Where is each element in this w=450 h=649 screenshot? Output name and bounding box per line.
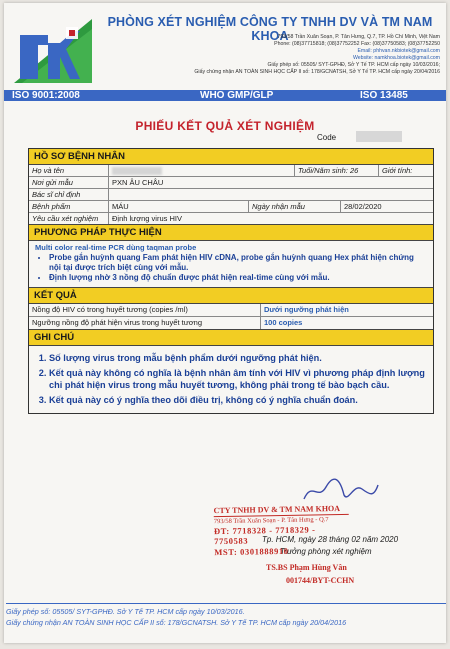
- email: Email: phhvan.nkbiotek@gmail.com: [357, 48, 440, 54]
- result-section-header: KẾT QUẢ: [29, 287, 433, 304]
- notes-section-header: GHI CHÚ: [29, 330, 433, 346]
- license-line: Giấy phép số: 05505/ SYT-GPHĐ, Sở Y Tế TP. HCM cấp ngày 10/03/2016;: [267, 62, 440, 68]
- sex-label: Giới tính:: [382, 166, 413, 175]
- stamp-tax-id: MST: 0301888910: [214, 545, 289, 558]
- patient-section-header: HỒ SƠ BỆNH NHÂN: [29, 149, 433, 165]
- biosafety-line: Giấy chứng nhận AN TOÀN SINH HỌC CẤP II số: 178/GCNATSH, Sở Y Tế TP. HCM cấp ngày 20/04/2016: [194, 69, 440, 75]
- method-list: [35, 253, 427, 283]
- name-label: Họ và tên: [29, 165, 109, 176]
- iso-13485: ISO 13485: [360, 90, 408, 101]
- result-row: [29, 304, 433, 317]
- sender-value: PXN ÂU CHÂU: [112, 178, 164, 187]
- result-row: [29, 317, 433, 330]
- result-label: Nồng độ HIV có trong huyết tương (copies /ml): [29, 304, 261, 316]
- report-title: PHIẾU KẾT QUẢ XÉT NGHIỆM: [135, 119, 315, 133]
- doctor-name: TS.BS Phạm Hùng Vân: [266, 563, 347, 572]
- method-section-header: PHƯƠNG PHÁP THỰC HIỆN: [29, 225, 433, 241]
- patient-row-name: [29, 165, 433, 177]
- code-label: Code: [317, 133, 337, 142]
- iso-9001: ISO 9001:2008: [12, 90, 80, 101]
- method-item: • Probe gắn huỳnh quang Fam phát hiện HIV cDNA, probe gắn huỳnh quang Hex phát hiện chứng nội tại được trích biệt cùng với mẫu.: [49, 253, 427, 272]
- stamp-name: CTY TNHH DV & TM NAM KHOA: [214, 504, 349, 517]
- notes-list: [35, 352, 427, 406]
- name-redacted: [112, 167, 162, 175]
- footer-biosafety: Giấy chứng nhận AN TOÀN SINH HỌC CẤP II số: 178/GCNATSH. Sở Y Tế TP. HCM cấp ngày 20/04/2016: [6, 618, 347, 627]
- request-value: Định lượng virus HIV: [112, 214, 182, 223]
- company-name: PHÒNG XÉT NGHIỆM CÔNG TY TNHH DV VÀ TM NAM KHOA: [107, 15, 433, 43]
- report-page: [4, 3, 446, 643]
- company-contacts: [164, 34, 440, 76]
- handwritten-signature: [300, 477, 380, 505]
- doctor-value: [109, 189, 433, 200]
- method-heading: Multi color real-time PCR dùng taqman probe: [35, 243, 197, 252]
- sender-label: Nơi gửi mẫu: [29, 177, 109, 188]
- received-value: 28/02/2020: [344, 202, 382, 211]
- birth-label: Tuổi/Năm sinh: 26: [295, 165, 379, 176]
- notes-body: [29, 346, 433, 413]
- received-label: Ngày nhận mẫu: [249, 201, 341, 212]
- patient-row-sender: [29, 177, 433, 189]
- specimen-value: MÁU: [109, 201, 249, 212]
- certification-bar: [4, 90, 446, 101]
- stamp-address: 793/58 Trần Xuân Soạn - P. Tân Hưng - Q.7: [213, 516, 329, 526]
- result-value: Dưới ngưỡng phát hiện: [264, 304, 349, 314]
- website: Website: namkhoa.biotek@gmail.com: [352, 55, 440, 61]
- stamp-phone: ĐT: 7718328 - 7718329 - 7750583: [213, 524, 316, 547]
- patient-row-request: [29, 213, 433, 225]
- result-value: 100 copies: [264, 317, 303, 327]
- name-value: [109, 165, 295, 176]
- letterhead: [4, 3, 446, 105]
- note-item: 1. Số lượng virus trong mẫu bệnh phẩm dưới ngưỡng phát hiện.: [49, 352, 427, 364]
- result-table: [29, 304, 433, 330]
- patient-row-doctor: [29, 189, 433, 201]
- specimen-label: Bệnh phẩm: [29, 201, 109, 212]
- result-label: Ngưỡng nồng độ phát hiện virus trong huyết tương: [29, 317, 261, 329]
- method-body: [29, 241, 433, 287]
- note-item: 3. Kết quả này có ý nghĩa theo dõi điều trị, không có ý nghĩa chuẩn đoán.: [49, 394, 427, 406]
- patient-row-specimen: [29, 201, 433, 213]
- phone: Phone: (08)37715818; (08)37752252 Fax: (08)37750583; (08)37752250: [274, 41, 440, 47]
- doctor-label: Bác sĩ chỉ định: [29, 189, 109, 200]
- sign-date: Tp. HCM, ngày 28 tháng 02 năm 2020: [262, 535, 399, 544]
- method-item: • Định lượng nhờ 3 nồng độ chuẩn được phát hiện real-time cùng với mẫu.: [49, 273, 427, 283]
- company-stamp: [214, 504, 350, 557]
- footer-license: Giấy phép số: 05505/ SYT-GPHĐ. Sở Y Tế TP. HCM cấp ngày 10/03/2016.: [6, 607, 245, 616]
- code-redacted: [356, 131, 402, 142]
- nam-khoa-logo: [12, 15, 94, 85]
- note-item: 2. Kết quả này không có nghĩa là bệnh nhân âm tính với HIV vì phương pháp định lượng chỉ phát hiện virus trong mẫu huyết tương, không phải trong tế bào bạch cầu.: [49, 367, 427, 391]
- report-table: [28, 148, 434, 414]
- who-gmp: WHO GMP/GLP: [200, 90, 274, 101]
- sign-role: Trưởng phòng xét nghiệm: [280, 547, 372, 556]
- footer: [6, 603, 446, 628]
- doctor-license: 001744/BYT-CCHN: [286, 576, 355, 585]
- request-label: Yêu cầu xét nghiệm: [29, 213, 109, 224]
- address: 793/58 Trần Xuân Soạn, P. Tân Hưng, Q.7, TP. Hồ Chí Minh, Việt Nam: [277, 34, 440, 40]
